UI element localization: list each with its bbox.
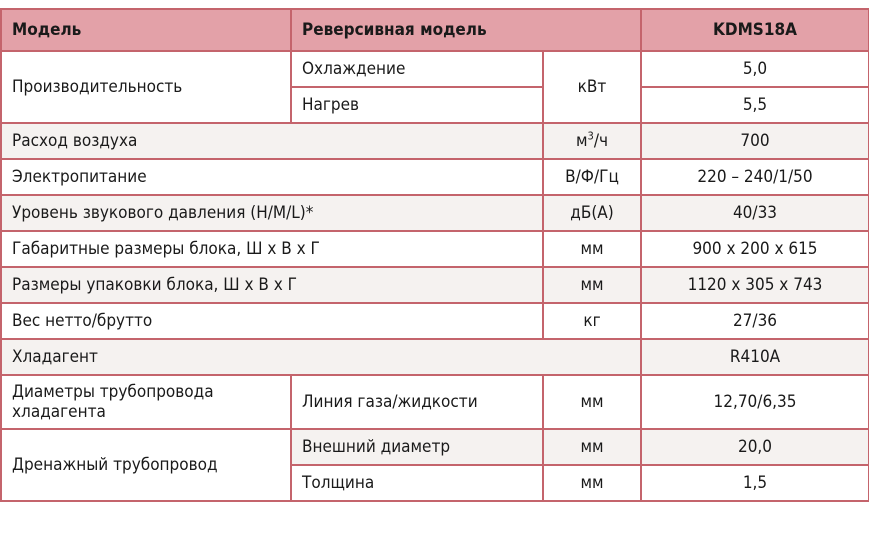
heating-value: 5,5	[641, 87, 869, 123]
refrigerant-value: R410A	[641, 339, 869, 375]
table-row-capacity-cooling	[1, 51, 869, 87]
weight-label: Вес нетто/брутто	[1, 303, 543, 339]
pipe-value: 12,70/6,35	[641, 375, 869, 429]
cooling-value: 5,0	[641, 51, 869, 87]
table-row-power	[1, 159, 869, 195]
table-row-pipe	[1, 375, 869, 429]
dims-label: Габаритные размеры блока, Ш х В х Г	[1, 231, 543, 267]
table-row-dimensions	[1, 231, 869, 267]
pack-label: Размеры упаковки блока, Ш х В х Г	[1, 267, 543, 303]
header-model: Модель	[1, 9, 291, 51]
noise-label: Уровень звукового давления (H/M/L)*	[1, 195, 543, 231]
airflow-unit	[543, 123, 641, 159]
weight-value: 27/36	[641, 303, 869, 339]
table-row-weight	[1, 303, 869, 339]
table-row-refrigerant	[1, 339, 869, 375]
capacity-unit: кВт	[543, 51, 641, 123]
drain-outer-label: Внешний диаметр	[291, 429, 543, 465]
airflow-unit-sup: 3	[587, 129, 594, 143]
airflow-label: Расход воздуха	[1, 123, 543, 159]
header-reversible-model: Реверсивная модель	[291, 9, 641, 51]
dims-unit: мм	[543, 231, 641, 267]
dims-value: 900 х 200 х 615	[641, 231, 869, 267]
drain-thickness-label: Толщина	[291, 465, 543, 501]
power-label: Электропитание	[1, 159, 543, 195]
header-model-code: KDMS18A	[641, 9, 869, 51]
power-unit: В/Ф/Гц	[543, 159, 641, 195]
specifications-table	[0, 8, 869, 502]
table-row-airflow	[1, 123, 869, 159]
refrigerant-label: Хладагент	[1, 339, 641, 375]
header-row	[1, 9, 869, 51]
heating-label: Нагрев	[291, 87, 543, 123]
pack-value: 1120 х 305 х 743	[641, 267, 869, 303]
weight-unit: кг	[543, 303, 641, 339]
pipe-sub-label: Линия газа/жидкости	[291, 375, 543, 429]
power-value: 220 – 240/1/50	[641, 159, 869, 195]
pack-unit: мм	[543, 267, 641, 303]
noise-unit: дБ(А)	[543, 195, 641, 231]
noise-value: 40/33	[641, 195, 869, 231]
airflow-unit-rest: /ч	[593, 131, 609, 151]
pipe-unit: мм	[543, 375, 641, 429]
table-row-package	[1, 267, 869, 303]
pipe-label: Диаметры трубопровода хладагента	[1, 375, 291, 429]
cooling-label: Охлаждение	[291, 51, 543, 87]
capacity-label: Производительность	[1, 51, 291, 123]
airflow-value: 700	[641, 123, 869, 159]
table-row-drain-outer	[1, 429, 869, 465]
table-row-noise	[1, 195, 869, 231]
drain-thickness-unit: мм	[543, 465, 641, 501]
drain-thickness-value: 1,5	[641, 465, 869, 501]
drain-label: Дренажный трубопровод	[1, 429, 291, 501]
airflow-unit-base: м	[575, 131, 588, 151]
drain-outer-unit: мм	[543, 429, 641, 465]
drain-outer-value: 20,0	[641, 429, 869, 465]
